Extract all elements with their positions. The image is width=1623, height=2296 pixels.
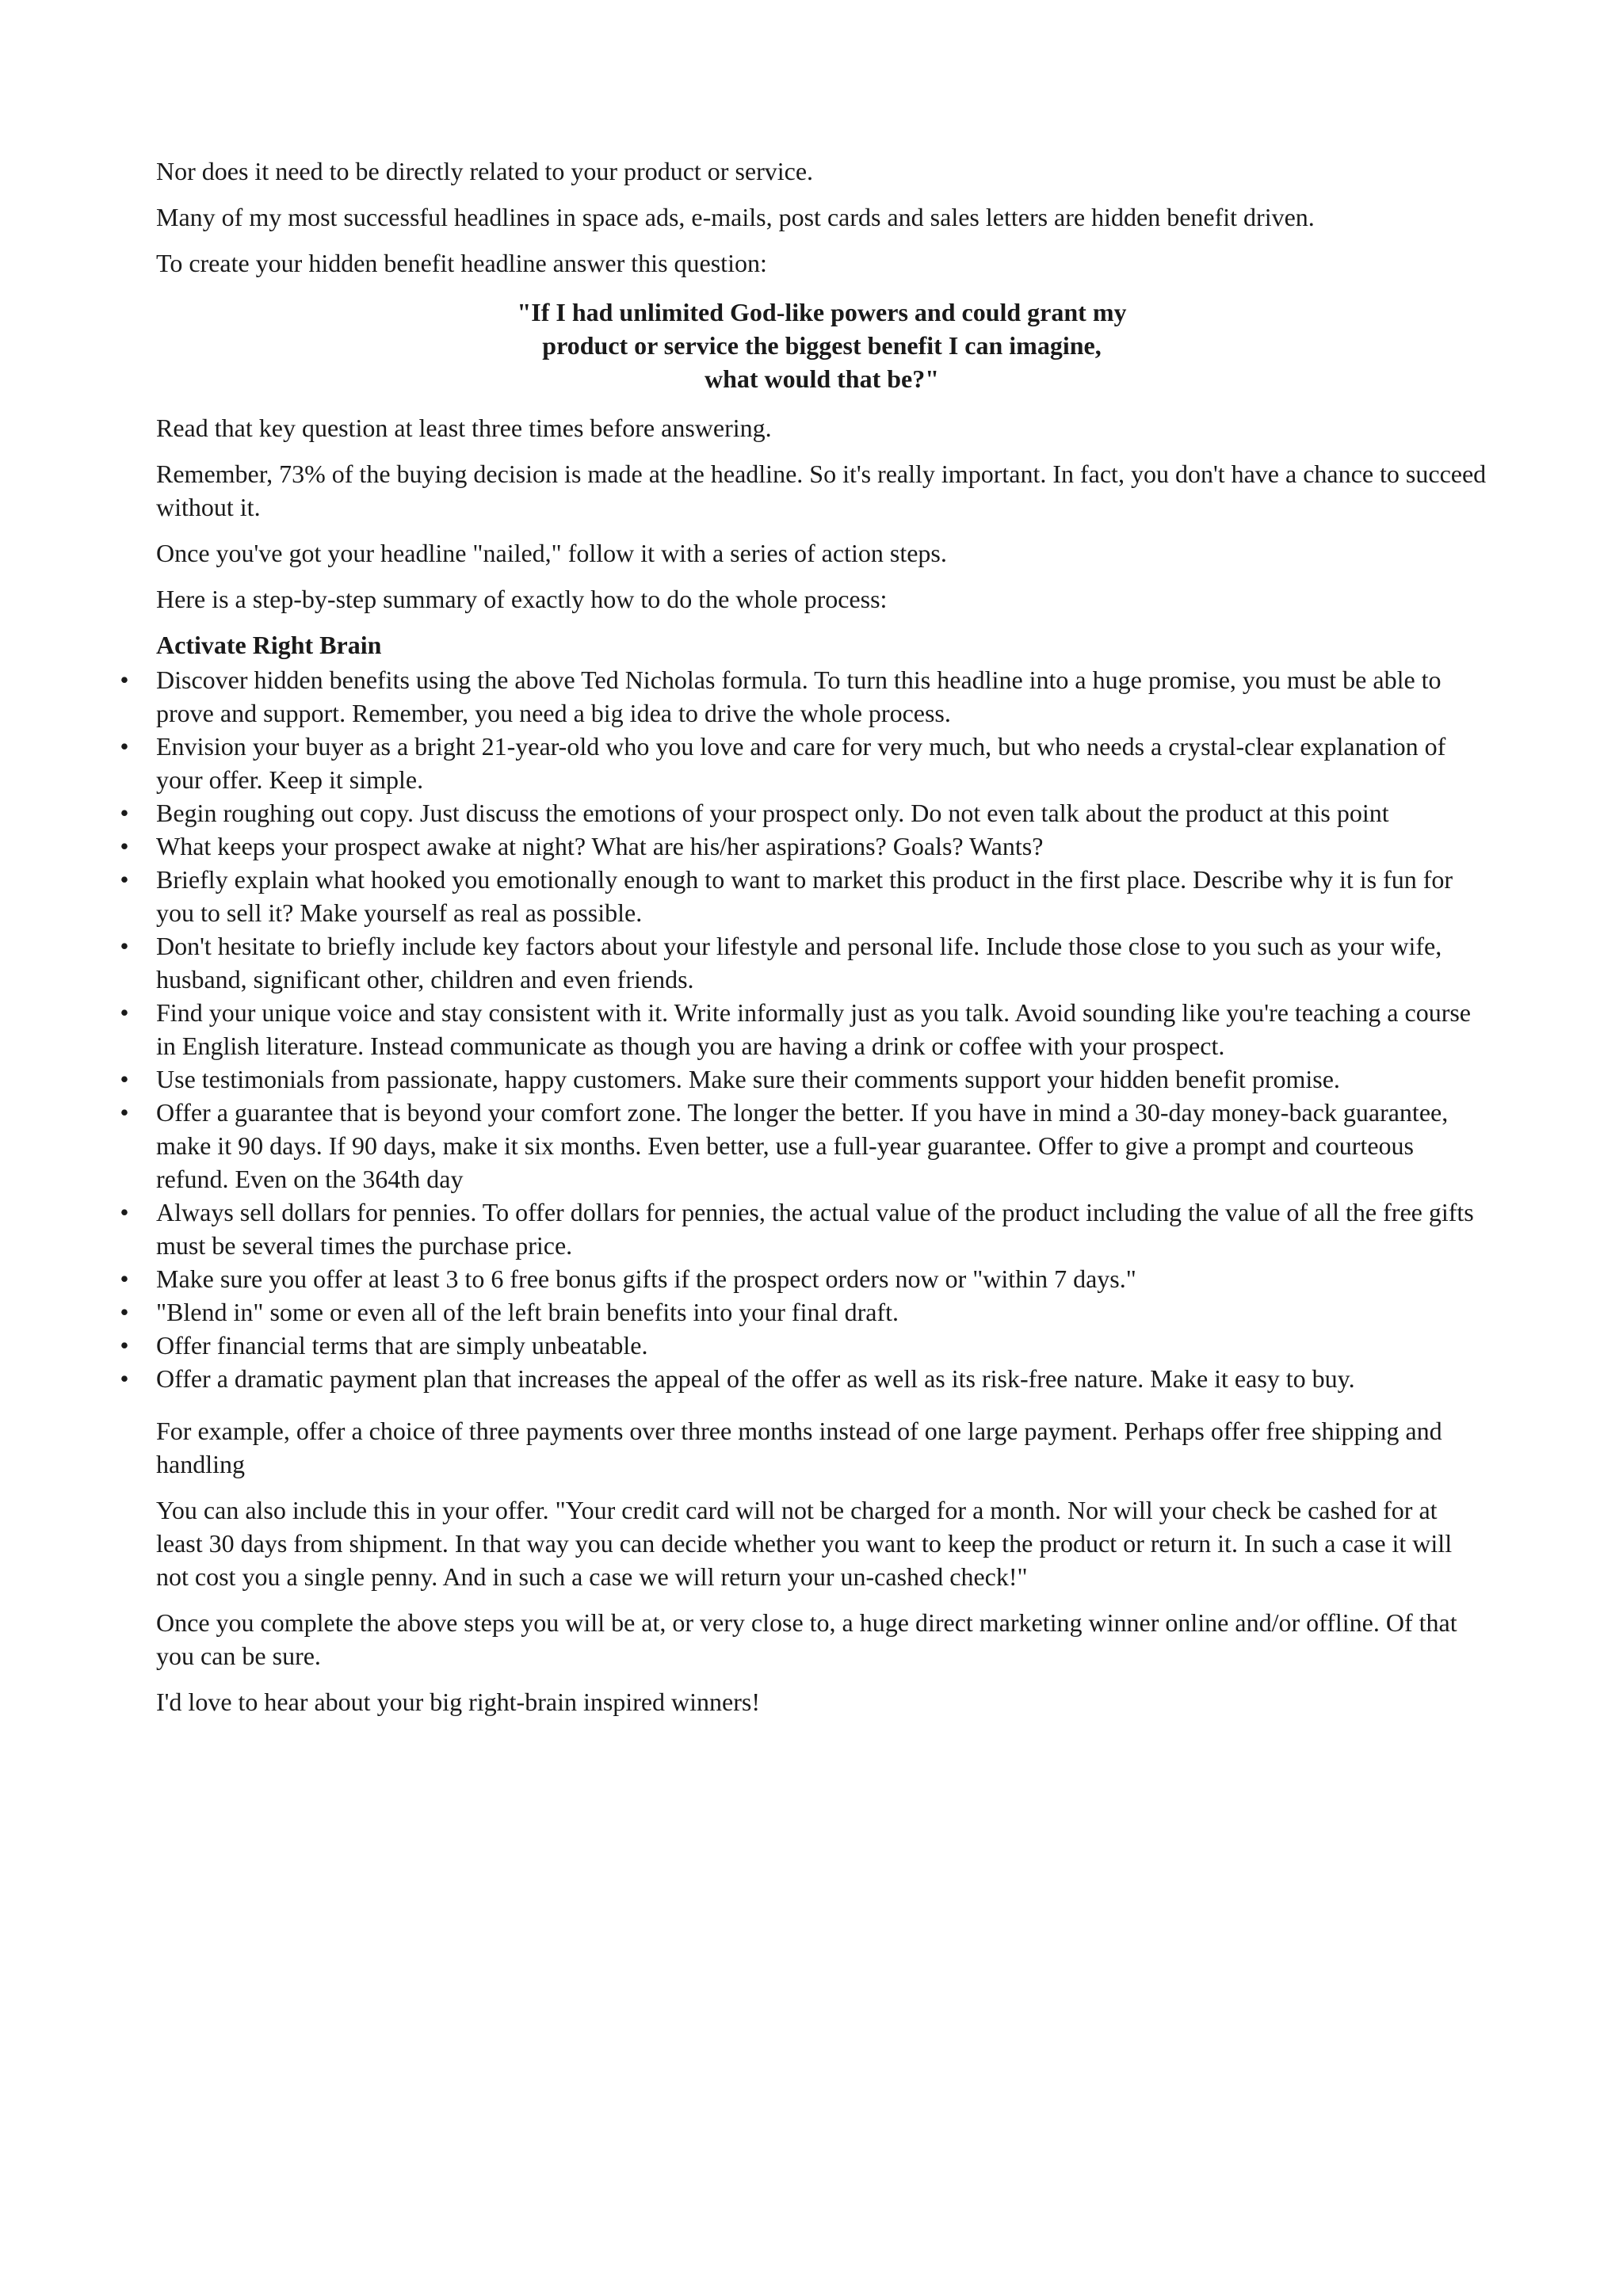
bullet-icon: •: [120, 1065, 129, 1093]
paragraph: To create your hidden benefit headline answer this question:: [156, 249, 767, 277]
list-item-text: Offer a dramatic payment plan that increases the appeal of the offer as well as its risk-free nature. Make it easy to buy.: [156, 1364, 1355, 1393]
section-heading: Activate Right Brain: [156, 631, 382, 659]
bullet-icon: •: [120, 998, 129, 1027]
list-item-text: "Blend in" some or even all of the left brain benefits into your final draft.: [156, 1298, 899, 1326]
list-item: [120, 1062, 1487, 1096]
list-item: [120, 830, 1487, 863]
bullet-icon: •: [120, 1331, 129, 1360]
list-item: [120, 730, 1487, 796]
list-item: [120, 663, 1487, 730]
bullet-icon: •: [120, 799, 129, 827]
list-item: [120, 1262, 1487, 1295]
bullet-icon: •: [120, 666, 129, 694]
action-steps-list: [120, 663, 1487, 1395]
paragraph: Read that key question at least three times before answering.: [156, 414, 772, 442]
paragraph: Once you've got your headline "nailed," follow it with a series of action steps.: [156, 539, 947, 567]
paragraph: I'd love to hear about your big right-brain inspired winners!: [156, 1688, 761, 1716]
bullet-icon: •: [120, 1264, 129, 1293]
list-item-text: What keeps your prospect awake at night? What are his/her aspirations? Goals? Wants?: [156, 832, 1044, 860]
list-item-text: Briefly explain what hooked you emotionally enough to want to market this product in the first place. Describe why it is fun for you to sell it? Make yourself as real as possible.: [156, 865, 1453, 927]
bullet-icon: •: [120, 832, 129, 860]
list-item-text: Use testimonials from passionate, happy customers. Make sure their comments support your hidden benefit promise.: [156, 1065, 1340, 1093]
bullet-icon: •: [120, 1098, 129, 1127]
paragraph: You can also include this in your offer. "Your credit card will not be charged for a month. Nor will your check be cashed for at least 30 days from shipment. In that way you can decide whether you want to keep the product or return it. In such a case it will not cost you a single penny. And in such a case we will return your un-cashed check!": [156, 1496, 1453, 1591]
list-item-text: Find your unique voice and stay consistent with it. Write informally just as you talk. Avoid sounding like you're teaching a course in English literature. Instead communicate as though you are having a drink or coffee with your prospect.: [156, 998, 1471, 1060]
list-item: [120, 796, 1487, 830]
list-item: [120, 1196, 1487, 1262]
list-item-text: Make sure you offer at least 3 to 6 free bonus gifts if the prospect orders now or "within 7 days.": [156, 1264, 1136, 1293]
list-item-text: Offer financial terms that are simply unbeatable.: [156, 1331, 648, 1360]
quote-line: "If I had unlimited God-like powers and could grant my: [517, 298, 1127, 326]
list-item: [120, 996, 1487, 1062]
paragraph: Here is a step-by-step summary of exactly how to do the whole process:: [156, 585, 888, 613]
list-item: [120, 1329, 1487, 1362]
paragraph: Many of my most successful headlines in space ads, e-mails, post cards and sales letters are hidden benefit driven.: [156, 203, 1315, 231]
bullet-icon: •: [120, 1198, 129, 1226]
list-item: [120, 929, 1487, 996]
bullet-icon: •: [120, 732, 129, 761]
bullet-icon: •: [120, 865, 129, 894]
list-item-text: Discover hidden benefits using the above Ted Nicholas formula. To turn this headline into a huge promise, you must be able to prove and support. Remember, you need a big idea to drive the whole process.: [156, 666, 1442, 727]
list-item-text: Don't hesitate to briefly include key factors about your lifestyle and personal life. Include those close to you such as your wife, husband, significant other, children and even friends.: [156, 932, 1442, 994]
list-item: [120, 1362, 1487, 1395]
document-body: [120, 154, 1487, 1731]
headline-question-quote: [156, 296, 1487, 395]
paragraph: For example, offer a choice of three payments over three months instead of one large payment. Perhaps offer free shipping and handling: [156, 1417, 1442, 1478]
list-item-text: Envision your buyer as a bright 21-year-old who you love and care for very much, but who needs a crystal-clear explanation of your offer. Keep it simple.: [156, 732, 1446, 794]
quote-line: what would that be?": [704, 364, 940, 393]
paragraph: Once you complete the above steps you will be at, or very close to, a huge direct marketing winner online and/or offline. Of that you can be sure.: [156, 1608, 1457, 1670]
paragraph: Nor does it need to be directly related to your product or service.: [156, 157, 814, 185]
paragraph: Remember, 73% of the buying decision is made at the headline. So it's really important. In fact, you don't have a chance to succeed without it.: [156, 460, 1487, 521]
list-item: [120, 1096, 1487, 1196]
list-item-text: Begin roughing out copy. Just discuss the emotions of your prospect only. Do not even talk about the product at this point: [156, 799, 1389, 827]
quote-line: product or service the biggest benefit I can imagine,: [542, 331, 1102, 360]
bullet-icon: •: [120, 1298, 129, 1326]
list-item: [120, 1295, 1487, 1329]
bullet-icon: •: [120, 1364, 129, 1393]
bullet-icon: •: [120, 932, 129, 960]
list-item-text: Offer a guarantee that is beyond your comfort zone. The longer the better. If you have in mind a 30-day money-back guarantee, make it 90 days. If 90 days, make it six months. Even better, use a full-year guarantee. Offer to give a prompt and courteous refund. Even on the 364th day: [156, 1098, 1449, 1193]
list-item: [120, 863, 1487, 929]
list-item-text: Always sell dollars for pennies. To offer dollars for pennies, the actual value of the product including the value of all the free gifts must be several times the purchase price.: [156, 1198, 1474, 1260]
